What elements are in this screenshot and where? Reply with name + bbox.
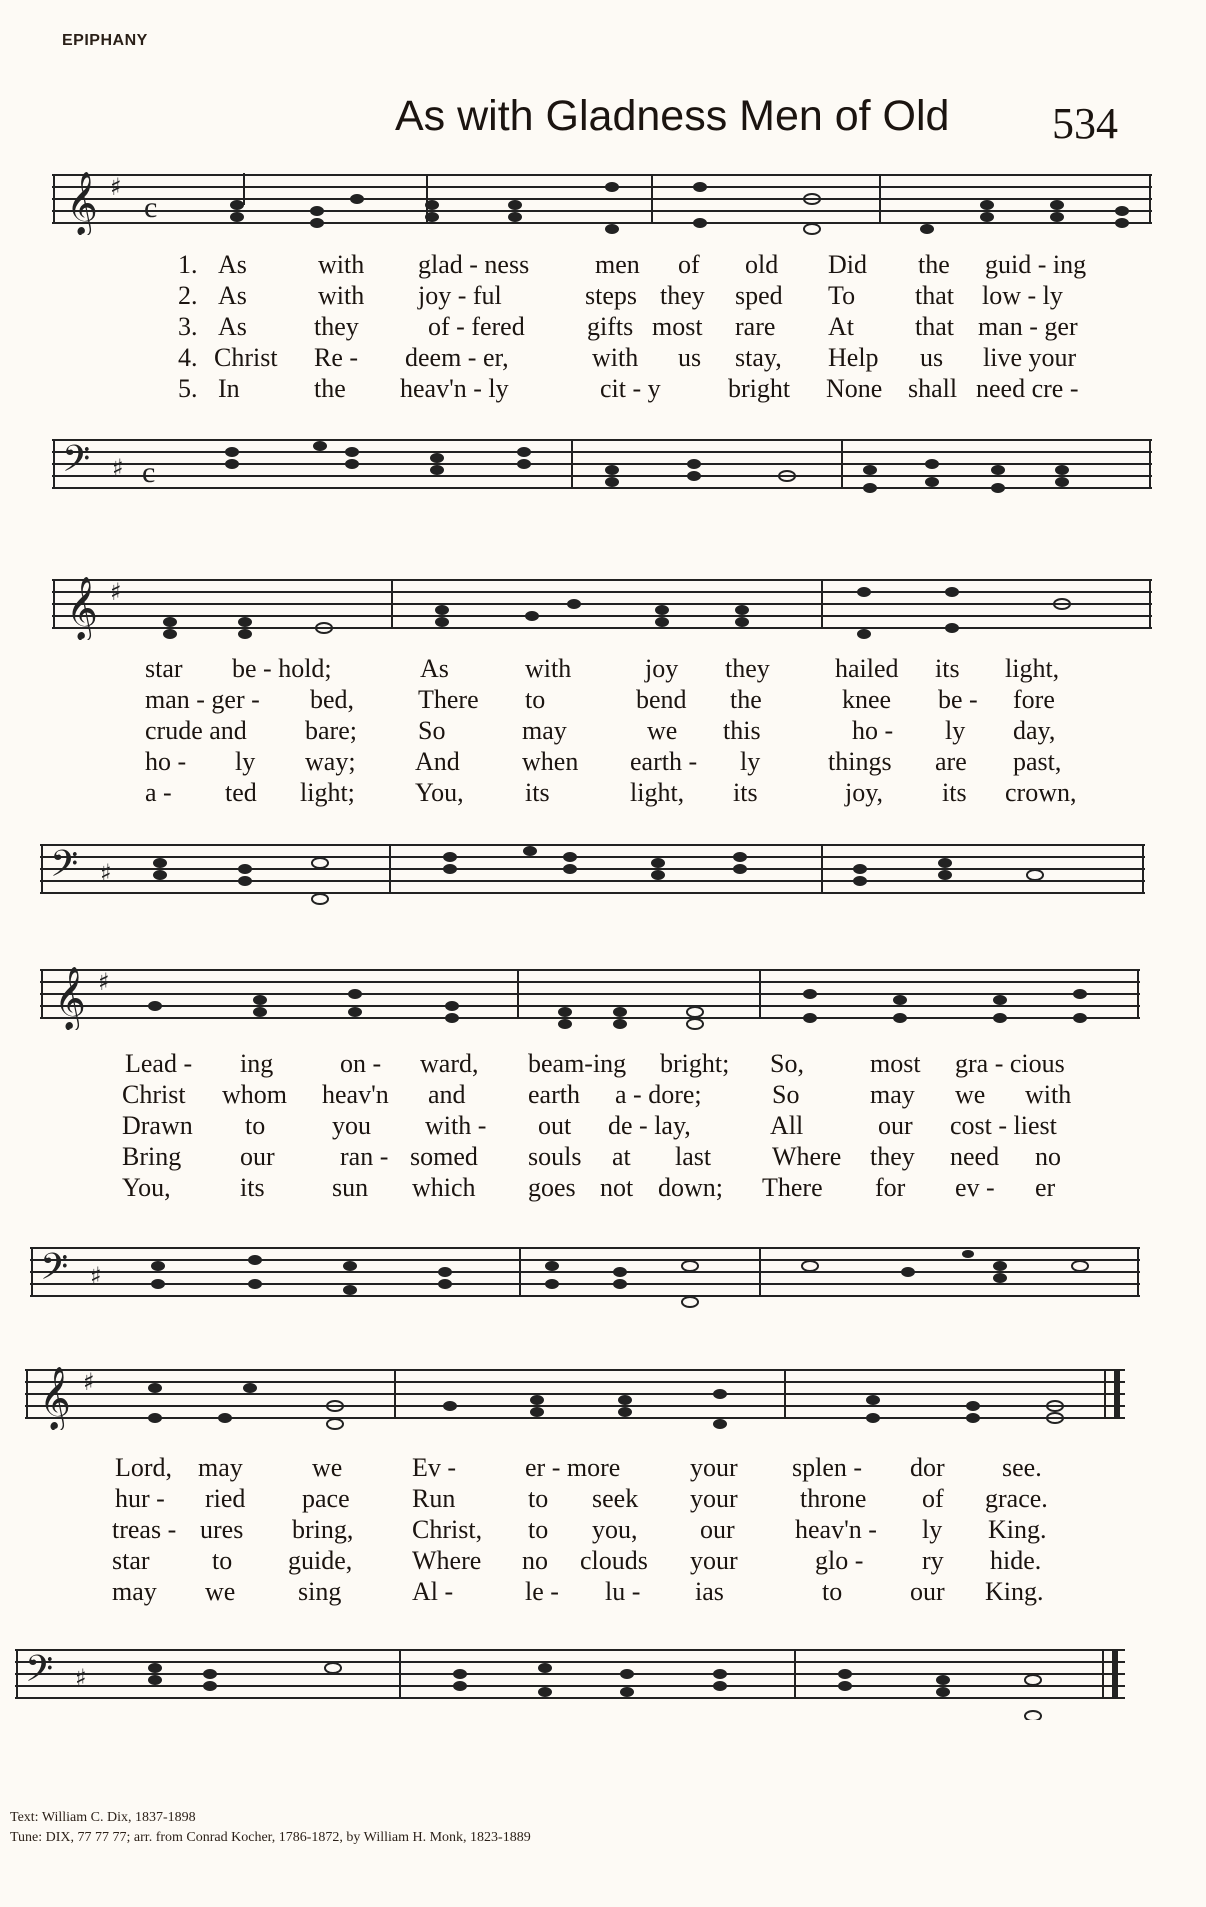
lyric-syllable: bare; xyxy=(305,716,357,745)
lyric-syllable: way; xyxy=(305,747,356,776)
lyric-syllable: us xyxy=(678,343,702,372)
verse-line xyxy=(0,1141,1206,1172)
lyric-syllable: dor xyxy=(910,1453,945,1482)
svg-text:♯: ♯ xyxy=(98,968,110,996)
lyric-syllable: the xyxy=(730,685,762,714)
lyrics-system-2 xyxy=(0,653,1206,808)
lyric-syllable: things xyxy=(828,747,892,776)
lyric-syllable: So xyxy=(418,716,446,745)
lyric-syllable: Drawn xyxy=(122,1111,193,1140)
svg-text:𝄞: 𝄞 xyxy=(66,576,98,639)
lyric-syllable: fore xyxy=(1013,685,1055,714)
lyric-syllable: ly xyxy=(235,747,256,776)
lyric-syllable: steps xyxy=(585,281,637,310)
lyric-syllable: To xyxy=(828,281,856,310)
verse-line xyxy=(0,1576,1206,1607)
lyric-syllable: bed, xyxy=(310,685,355,714)
hymn-number: 534 xyxy=(1052,99,1118,148)
lyric-syllable: You, xyxy=(122,1173,171,1202)
lyric-syllable: sped xyxy=(735,281,783,310)
svg-text:♯: ♯ xyxy=(110,173,122,201)
verse-number: 5. xyxy=(178,374,198,403)
lyric-syllable: its xyxy=(240,1173,265,1202)
lyric-syllable: its xyxy=(942,778,967,807)
lyric-syllable: may xyxy=(112,1577,157,1606)
lyric-syllable: of - fered xyxy=(428,312,525,341)
lyric-syllable: Christ xyxy=(214,343,278,372)
lyric-syllable: last xyxy=(675,1142,712,1171)
lyric-syllable: All xyxy=(770,1111,804,1140)
lyric-syllable: Bring xyxy=(122,1142,182,1171)
lyric-syllable: Christ, xyxy=(412,1515,483,1544)
verse-number: 2. xyxy=(178,281,198,310)
lyric-syllable: ry xyxy=(922,1546,944,1575)
lyric-syllable: of xyxy=(678,250,700,279)
lyric-syllable: stay, xyxy=(735,343,782,372)
lyric-syllable: lu - xyxy=(605,1577,641,1606)
treble-staff-lines xyxy=(52,165,1152,235)
lyric-syllable: bend xyxy=(636,685,687,714)
svg-text:♯: ♯ xyxy=(83,1368,95,1396)
lyric-syllable: As xyxy=(420,654,449,683)
lyric-syllable: throne xyxy=(800,1484,867,1513)
lyric-syllable: may xyxy=(522,716,567,745)
lyric-syllable: ly xyxy=(922,1515,943,1544)
lyric-syllable: ried xyxy=(205,1484,246,1513)
lyrics-system-4 xyxy=(0,1452,1206,1607)
lyrics-system-1 xyxy=(0,249,1206,404)
lyric-syllable: at xyxy=(612,1142,631,1171)
svg-text:𝄢: 𝄢 xyxy=(50,843,79,894)
lyrics-system-3 xyxy=(0,1048,1206,1203)
treble-staff-lines xyxy=(25,1360,1125,1430)
lyric-syllable: a - xyxy=(145,778,172,807)
verse-line xyxy=(0,1110,1206,1141)
verse-line xyxy=(0,1172,1206,1203)
lyric-syllable: You, xyxy=(415,778,464,807)
lyric-syllable: bright; xyxy=(660,1049,730,1078)
lyric-syllable: that xyxy=(915,312,954,341)
lyric-syllable: which xyxy=(412,1173,476,1202)
lyric-syllable: man - ger xyxy=(978,312,1078,341)
lyric-syllable: joy, xyxy=(845,778,884,807)
lyric-syllable: knee xyxy=(842,685,892,714)
treble-staff-system-4 xyxy=(25,1360,1125,1430)
lyric-syllable: clouds xyxy=(580,1546,648,1575)
lyric-syllable: and xyxy=(428,1080,466,1109)
lyric-syllable: be - hold; xyxy=(232,654,332,683)
lyric-syllable: ias xyxy=(695,1577,724,1606)
lyric-syllable: on - xyxy=(340,1049,382,1078)
lyric-syllable: you, xyxy=(592,1515,638,1544)
bass-staff-system-3 xyxy=(30,1238,1140,1318)
lyric-syllable: heav'n xyxy=(322,1080,389,1109)
lyric-syllable: cost - liest xyxy=(950,1111,1057,1140)
lyric-syllable: we xyxy=(647,716,678,745)
lyric-syllable: your xyxy=(690,1484,738,1513)
lyric-syllable: when xyxy=(522,747,579,776)
bass-staff-system-2 xyxy=(40,835,1145,915)
lyric-syllable: light, xyxy=(630,778,685,807)
verse-line xyxy=(0,1452,1206,1483)
lyric-syllable: Christ xyxy=(122,1080,186,1109)
lyric-syllable: our xyxy=(878,1111,913,1140)
lyric-syllable: they xyxy=(660,281,705,310)
lyric-syllable: past, xyxy=(1013,747,1062,776)
lyric-syllable: er - more xyxy=(525,1453,621,1482)
lyric-syllable: down; xyxy=(658,1173,723,1202)
lyric-syllable: heav'n - xyxy=(795,1515,877,1544)
svg-text:𝄞: 𝄞 xyxy=(39,1366,71,1429)
lyric-syllable: most xyxy=(652,312,703,341)
lyric-syllable: King. xyxy=(988,1515,1047,1544)
lyric-syllable: bring, xyxy=(292,1515,354,1544)
lyric-syllable: ures xyxy=(200,1515,244,1544)
lyric-syllable: see. xyxy=(1002,1453,1042,1482)
lyric-syllable: our xyxy=(910,1577,945,1606)
lyric-syllable: need cre - xyxy=(976,374,1079,403)
verse-line xyxy=(0,1545,1206,1576)
verse-line xyxy=(0,249,1206,280)
lyric-syllable: Where xyxy=(412,1546,482,1575)
lyric-syllable: grace. xyxy=(985,1484,1048,1513)
verse-line xyxy=(0,715,1206,746)
lyric-syllable: gifts xyxy=(587,312,634,341)
lyric-syllable: In xyxy=(218,374,240,403)
verse-line xyxy=(0,653,1206,684)
bass-staff-lines xyxy=(15,1640,1125,1720)
lyric-syllable: they xyxy=(314,312,359,341)
svg-text:♯: ♯ xyxy=(90,1262,102,1290)
lyric-syllable: may xyxy=(198,1453,243,1482)
verse-line xyxy=(0,373,1206,404)
treble-staff-lines xyxy=(52,570,1152,640)
lyric-syllable: that xyxy=(915,281,954,310)
verse-line xyxy=(0,1483,1206,1514)
lyric-syllable: As xyxy=(218,281,247,310)
lyric-syllable: be - xyxy=(938,685,978,714)
lyric-syllable: At xyxy=(828,312,854,341)
lyric-syllable: crown, xyxy=(1005,778,1077,807)
lyric-syllable: light, xyxy=(1005,654,1060,683)
treble-staff-lines xyxy=(40,960,1140,1030)
lyric-syllable: we xyxy=(205,1577,236,1606)
lyric-syllable: le - xyxy=(525,1577,559,1606)
lyric-syllable: Help xyxy=(828,343,879,372)
lyric-syllable: ly xyxy=(945,716,966,745)
lyric-syllable: with xyxy=(592,343,639,372)
lyric-syllable: shall xyxy=(908,374,958,403)
lyric-syllable: sun xyxy=(332,1173,369,1202)
lyric-syllable: most xyxy=(870,1049,921,1078)
verse-line xyxy=(0,1514,1206,1545)
lyric-syllable: Lord, xyxy=(115,1453,173,1482)
lyric-syllable: glo - xyxy=(815,1546,864,1575)
lyric-syllable: are xyxy=(935,747,967,776)
lyric-syllable: with - xyxy=(425,1111,487,1140)
lyric-syllable: with xyxy=(318,250,365,279)
lyric-syllable: with xyxy=(525,654,572,683)
lyric-syllable: to xyxy=(528,1484,549,1513)
lyric-syllable: joy xyxy=(645,654,679,683)
lyric-syllable: of xyxy=(922,1484,944,1513)
svg-text:𝄢: 𝄢 xyxy=(62,438,91,489)
lyric-syllable: they xyxy=(870,1142,915,1171)
lyric-syllable: ing xyxy=(240,1049,274,1078)
lyric-syllable: we xyxy=(312,1453,343,1482)
lyric-syllable: us xyxy=(920,343,944,372)
lyric-syllable: ran - xyxy=(340,1142,389,1171)
lyric-syllable: may xyxy=(870,1080,915,1109)
lyric-syllable: None xyxy=(826,374,883,403)
text-credit: Text: William C. Dix, 1837-1898 xyxy=(10,1810,196,1825)
lyric-syllable: So xyxy=(772,1080,800,1109)
bass-staff-system-1 xyxy=(52,430,1152,510)
lyric-syllable: There xyxy=(418,685,479,714)
verse-number: 3. xyxy=(178,312,198,341)
lyric-syllable: its xyxy=(525,778,550,807)
lyric-syllable: Run xyxy=(412,1484,456,1513)
lyric-syllable: de - lay, xyxy=(608,1111,691,1140)
lyric-syllable: earth xyxy=(528,1080,580,1109)
bass-staff-system-4 xyxy=(15,1640,1125,1720)
lyric-syllable: cit - y xyxy=(600,374,661,403)
lyric-syllable: goes xyxy=(528,1173,576,1202)
lyric-syllable: men xyxy=(595,250,640,279)
svg-text:♯: ♯ xyxy=(110,578,122,606)
lyric-syllable: Ev - xyxy=(412,1453,457,1482)
lyric-syllable: And xyxy=(415,747,460,776)
lyric-syllable: the xyxy=(918,250,950,279)
lyric-syllable: no xyxy=(1035,1142,1061,1171)
lyric-syllable: star xyxy=(112,1546,150,1575)
lyric-syllable: ev - xyxy=(955,1173,995,1202)
verse-line xyxy=(0,280,1206,311)
lyric-syllable: gra - cious xyxy=(955,1049,1065,1078)
svg-text:𝄞: 𝄞 xyxy=(54,966,86,1029)
lyric-syllable: man - ger - xyxy=(145,685,260,714)
lyric-syllable: not xyxy=(600,1173,634,1202)
lyric-syllable: with xyxy=(318,281,365,310)
lyric-syllable: seek xyxy=(592,1484,639,1513)
tune-credit: Tune: DIX, 77 77 77; arr. from Conrad Kocher, 1786-1872, by William H. Monk, 1823-1889 xyxy=(10,1830,531,1845)
svg-text:♯: ♯ xyxy=(100,859,112,887)
svg-text:𝄞: 𝄞 xyxy=(66,171,98,234)
lyric-syllable: to xyxy=(245,1111,266,1140)
lyric-syllable: to xyxy=(212,1546,233,1575)
svg-text:c: c xyxy=(144,191,158,224)
lyric-syllable: So, xyxy=(770,1049,804,1078)
verse-line xyxy=(0,777,1206,808)
lyric-syllable: whom xyxy=(222,1080,287,1109)
lyric-syllable: to xyxy=(822,1577,843,1606)
lyric-syllable: sing xyxy=(298,1577,342,1606)
verse-number: 1. xyxy=(178,250,198,279)
lyric-syllable: pace xyxy=(302,1484,350,1513)
credits xyxy=(10,1808,531,1848)
bass-staff-lines xyxy=(40,835,1145,915)
verse-line xyxy=(0,1048,1206,1079)
lyric-syllable: old xyxy=(745,250,779,279)
lyric-syllable: its xyxy=(935,654,960,683)
lyric-syllable: Where xyxy=(772,1142,842,1171)
lyric-syllable: crude and xyxy=(145,716,247,745)
verse-number: 4. xyxy=(178,343,198,372)
verse-line xyxy=(0,746,1206,777)
lyric-syllable: glad - ness xyxy=(418,250,530,279)
lyric-syllable: ted xyxy=(225,778,257,807)
svg-text:♯: ♯ xyxy=(75,1664,87,1692)
lyric-syllable: a - dore; xyxy=(615,1080,702,1109)
lyric-syllable: ho - xyxy=(852,716,894,745)
lyric-syllable: hailed xyxy=(835,654,899,683)
lyric-syllable: this xyxy=(723,716,761,745)
hymn-title: As with Gladness Men of Old xyxy=(395,92,950,140)
svg-text:𝄢: 𝄢 xyxy=(25,1648,54,1699)
lyric-syllable: they xyxy=(725,654,770,683)
svg-text:c: c xyxy=(142,456,156,489)
lyric-syllable: souls xyxy=(528,1142,582,1171)
lyric-syllable: deem - er, xyxy=(405,343,509,372)
lyric-syllable: with xyxy=(1025,1080,1072,1109)
lyric-syllable: for xyxy=(875,1173,906,1202)
lyric-syllable: we xyxy=(955,1080,986,1109)
lyric-syllable: your xyxy=(690,1546,738,1575)
lyric-syllable: low - ly xyxy=(982,281,1063,310)
lyric-syllable: to xyxy=(525,685,546,714)
lyric-syllable: live your xyxy=(983,343,1077,372)
lyric-syllable: our xyxy=(240,1142,275,1171)
lyric-syllable: bright xyxy=(728,374,791,403)
lyric-syllable: Al - xyxy=(412,1577,454,1606)
lyric-syllable: hur - xyxy=(115,1484,165,1513)
lyric-syllable: light; xyxy=(300,778,355,807)
lyric-syllable: your xyxy=(690,1453,738,1482)
lyric-syllable: to xyxy=(528,1515,549,1544)
lyric-syllable: As xyxy=(218,250,247,279)
svg-text:♯: ♯ xyxy=(112,454,124,482)
lyric-syllable: Lead - xyxy=(125,1049,193,1078)
lyric-syllable: its xyxy=(733,778,758,807)
lyric-syllable: rare xyxy=(735,312,776,341)
lyric-syllable: star xyxy=(145,654,183,683)
lyric-syllable: day, xyxy=(1013,716,1056,745)
lyric-syllable: Did xyxy=(828,250,867,279)
lyric-syllable: treas - xyxy=(112,1515,177,1544)
lyric-syllable: King. xyxy=(985,1577,1044,1606)
lyric-syllable: somed xyxy=(410,1142,478,1171)
lyric-syllable: As xyxy=(218,312,247,341)
svg-text:𝄢: 𝄢 xyxy=(40,1246,69,1297)
lyric-syllable: hide. xyxy=(990,1546,1042,1575)
section-label: EPIPHANY xyxy=(62,32,148,49)
lyric-syllable: guid - ing xyxy=(985,250,1087,279)
lyric-syllable: splen - xyxy=(792,1453,863,1482)
treble-staff-system-3 xyxy=(40,960,1140,1030)
verse-line xyxy=(0,684,1206,715)
treble-staff-system-2 xyxy=(52,570,1152,640)
lyric-syllable: the xyxy=(314,374,346,403)
lyric-syllable: ward, xyxy=(420,1049,479,1078)
lyric-syllable: Re - xyxy=(314,343,359,372)
lyric-syllable: guide, xyxy=(288,1546,353,1575)
lyric-syllable: no xyxy=(522,1546,548,1575)
lyric-syllable: ho - xyxy=(145,747,187,776)
bass-staff-lines xyxy=(52,430,1152,510)
lyric-syllable: joy - ful xyxy=(418,281,502,310)
verse-line xyxy=(0,311,1206,342)
verse-line xyxy=(0,1079,1206,1110)
lyric-syllable: out xyxy=(538,1111,572,1140)
lyric-syllable: There xyxy=(762,1173,823,1202)
lyric-syllable: our xyxy=(700,1515,735,1544)
lyric-syllable: er xyxy=(1035,1173,1056,1202)
lyric-syllable: ly xyxy=(740,747,761,776)
lyric-syllable: you xyxy=(332,1111,371,1140)
lyric-syllable: heav'n - ly xyxy=(400,374,509,403)
lyric-syllable: need xyxy=(950,1142,1000,1171)
lyric-syllable: beam-ing xyxy=(528,1049,627,1078)
treble-staff-system-1 xyxy=(52,165,1152,235)
bass-staff-lines xyxy=(30,1238,1140,1318)
lyric-syllable: earth - xyxy=(630,747,698,776)
verse-line xyxy=(0,342,1206,373)
